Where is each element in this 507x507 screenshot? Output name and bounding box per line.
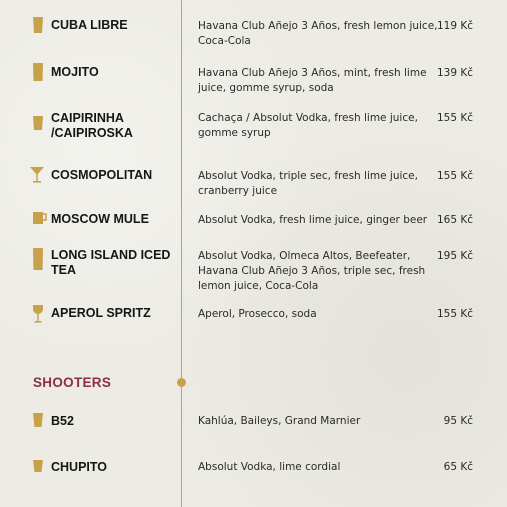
item-name: CAIPIRINHA /CAIPIROSKA [51,111,133,140]
tumbler-glass-icon [33,17,43,33]
item-name: APEROL SPRITZ [51,306,151,320]
copper-mug-icon [33,212,47,224]
highball-glass-icon [33,63,43,81]
item-description: Aperol, Prosecco, soda [198,308,317,320]
vertical-divider [181,0,182,507]
item-price: 155 Kč [436,308,473,320]
item-price: 119 Kč [436,20,473,32]
item-name: CUBA LIBRE [51,18,128,32]
section-title-shooters: SHOOTERS [33,375,112,390]
divider-dot [177,378,186,387]
shot-glass-icon [33,413,43,427]
item-description: Absolut Vodka, Olmeca Altos, Beefeater, Havana Club Añejo 3 Años, triple sec, fresh lemon juice, Coca-Cola [198,250,426,292]
item-price: 155 Kč [436,112,473,124]
item-name: MOJITO [51,65,99,79]
item-description: Havana Club Añejo 3 Años, mint, fresh lime juice, gomme syrup, soda [198,67,427,94]
item-price: 195 Kč [436,250,473,262]
item-price: 155 Kč [436,170,473,182]
rocks-glass-icon [33,116,43,130]
item-description: Kahlúa, Baileys, Grand Marnier [198,415,361,427]
item-description: Cachaça / Absolut Vodka, fresh lime juice, gomme syrup [198,112,418,139]
item-price: 95 Kč [443,415,473,427]
item-name: COSMOPOLITAN [51,168,153,182]
item-description: Absolut Vodka, fresh lime juice, ginger beer [198,214,428,226]
tall-glass-icon [33,248,43,270]
item-name: LONG ISLAND ICED TEA [51,248,171,277]
item-price: 65 Kč [443,461,473,473]
item-name: MOSCOW MULE [51,212,149,226]
item-price: 165 Kč [436,214,473,226]
item-description: Absolut Vodka, lime cordial [198,461,341,473]
item-description: Absolut Vodka, triple sec, fresh lime juice, cranberry juice [198,170,418,197]
shot-glass-icon [33,460,43,472]
wine-glass-icon [32,305,44,323]
martini-glass-icon [30,167,44,183]
item-description: Havana Club Añejo 3 Años, fresh lemon juice, Coca-Cola [198,20,438,47]
item-name: B52 [51,414,74,428]
item-name: CHUPITO [51,460,108,474]
item-price: 139 Kč [436,67,473,79]
